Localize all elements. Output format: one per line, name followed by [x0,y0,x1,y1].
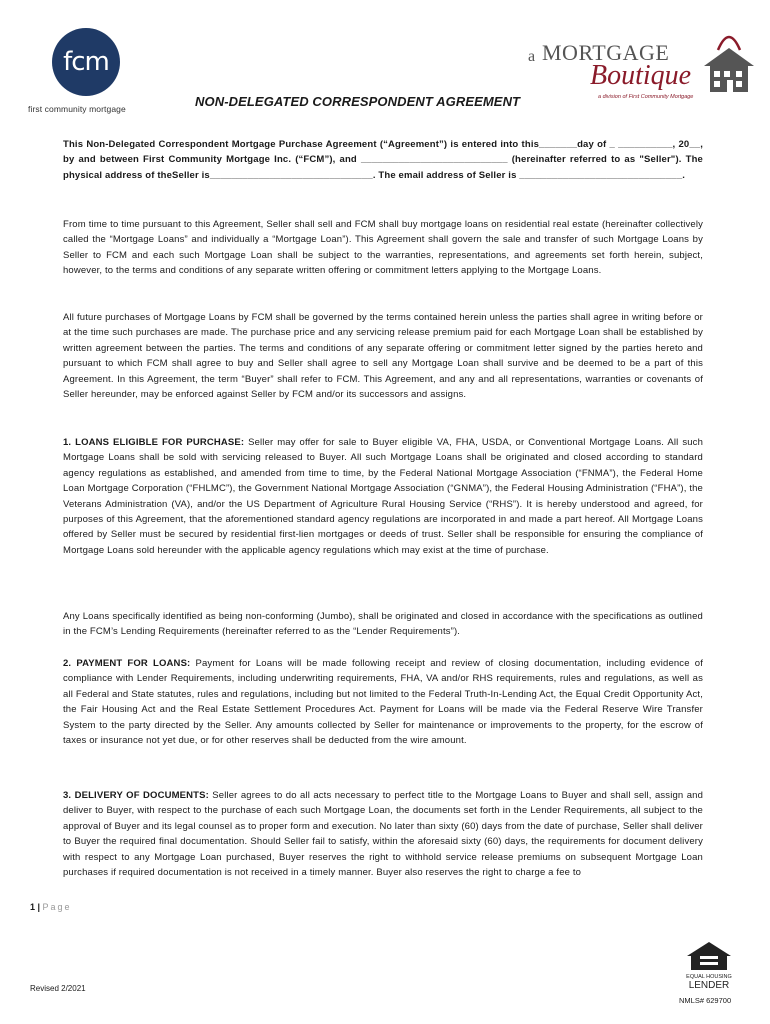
page-separator: | [35,902,43,912]
section-loans-eligible [63,435,703,558]
fcm-logo: fcm [52,28,120,96]
paragraph-non-conforming: Any Loans specifically identified as being non-conforming (Jumbo), shall be originated and closed in accordance with the specifications as outlined in the FCM’s Lending Requirements (hereinafter referred to as the “Lender Requirements”). [63,611,703,638]
fcm-tagline: first community mortgage [28,104,126,114]
mortgage-boutique-logo-a: a [528,48,536,65]
mortgage-boutique-logo-mortgage: MORTGAGE [542,40,670,65]
section-delivery-of-documents [63,788,703,880]
section-body: Seller agrees to do all acts necessary to perfect title to the Mortgage Loans to Buyer and shall sell, assign and deliver to Buyer, with respect to the purchase of each such Mortgage Loan, the documents set forth in the Lender Requirements, all subject to the approval of Buyer and its legal counsel as to proper form and execution. No later than sixty (60) days from the date of purchase, Seller shall deliver to Buyer the required final documentation. Should Seller fail to satisfy, within the aforesaid sixty (60) days, the requirements for document delivery with respect to any Mortgage Loan purchased, Buyer reserves the right to withhold service release premiums on subsequent Mortgage Loan purchases if required documentation is not received in a timely manner. Buyer also reserves the right to charge a fee to [63,790,704,879]
mortgage-boutique-subtitle: a division of First Community Mortgage [598,94,694,100]
equal-housing-lender-icon [683,940,735,990]
section-heading: 1. LOANS ELIGIBLE FOR PURCHASE: [63,437,245,448]
paragraph-future-purchases: All future purchases of Mortgage Loans by FCM shall be governed by the terms contained herein unless the parties shall agree in writing before or at the time such purchases are made. The purchase price and any servicing release premium paid for each Mortgage Loan shall be established by written agreement between the parties. The terms and conditions of any separate offering or commitment letter signed by the parties hereto and pursuant to which FCM shall agree to buy and Seller shall agree to sell any Mortgage Loan shall survive and be deemed to be a part of this Agreement. In this Agreement, the term “Buyer” shall refer to FCM. This Agreement, and any and all representations, warranties or covenants of Seller hereunder, may be enforced against Seller by FCM and/or its successors and assigns. [63,312,703,401]
intro-paragraph: This Non-Delegated Correspondent Mortgage Purchase Agreement (“Agreement”) is entered into this_______day of _ __________, 20__, by and between First Community Mortgage Inc. (“FCM”), and ___________________________ (hereinafter referred to as "Seller"). The physical address of theSeller is______________________________. The email address of Seller is ______________________________. [63,139,703,181]
section-payment-for-loans [63,656,703,748]
eho-line1: EQUAL HOUSING [686,974,732,980]
section-body: Seller may offer for sale to Buyer eligible VA, FHA, USDA, or Conventional Mortgage Loans. All such Mortgage Loans shall be sold with servicing released to Buyer. All such Mortgage Loans shall be originated and closed according to standard agency regulations as established, and amended from time to time, by the Federal National Mortgage Association (“FNMA”), the Federal Home Loan Mortgage Corporation (“FHLMC”), the Government National Mortgage Association (“GNMA”), the Federal Housing Administration (“FHA”), the Veterans Administration (VA), and/or the US Department of Agriculture Rural Housing Service (“RHS”). It is hereby understood and agreed, for purposes of this Agreement, that the aforementioned standard agency regulations are incorporated in and made a part hereof. All Mortgage Loans offered by Seller must be secured by residential first-lien mortgages or deeds of trust. Seller shall be responsible for ensuring the compliance of Mortgage Loans sold hereunder with the applicable agency regulations which may exist at the time of purchase. [63,437,704,556]
section-heading: 2. PAYMENT FOR LOANS: [63,658,191,669]
page-number [30,902,72,912]
house-icon [700,24,758,96]
eho-line2: LENDER [688,980,730,990]
revision-date: Revised 2/2021 [30,984,86,993]
page-label: Page [42,902,72,912]
section-body: Payment for Loans will be made following receipt and review of closing documentation, including evidence of compliance with Lender Requirements, including underwriting requirements, FHA, VA and/or RHS requirements, rules and regulations, as well as all Federal and State statutes, rules and regulations, including but not limited to the Federal Truth-In-Lending Act, the Equal Credit Opportunity Act, the Fair Housing Act and the Real Estate Settlement Procedures Act. Payment for Loans will be made via the Federal Reserve Wire Transfer System to the party directed by the Seller. Any amounts collected by Seller for maintenance or improvements to the property, for the escrow of taxes or insurance not yet due, or for other reserves shall be deducted from the wire amount. [63,658,703,747]
document-title: NON-DELEGATED CORRESPONDENT AGREEMENT [195,94,521,109]
mortgage-boutique-logo-boutique: Boutique [590,60,692,91]
page-number-value: 1 [30,902,36,912]
section-heading: 3. DELIVERY OF DOCUMENTS: [63,790,209,801]
nmls-number: NMLS# 629700 [679,996,732,1005]
paragraph-purpose: From time to time pursuant to this Agreement, Seller shall sell and FCM shall buy mortgage loans on residential real estate (hereinafter collectively called the “Mortgage Loans” and individually a “Mortgage Loan”). This Agreement shall govern the sale and transfer of such Mortgage Loans by Seller to FCM and each such Mortgage Loan shall be subject to the warranties, representations, and agreements set forth herein, subject, however, to the terms and conditions of any separate written offering or commitment letters applying to the Mortgage Loans. [63,219,703,277]
